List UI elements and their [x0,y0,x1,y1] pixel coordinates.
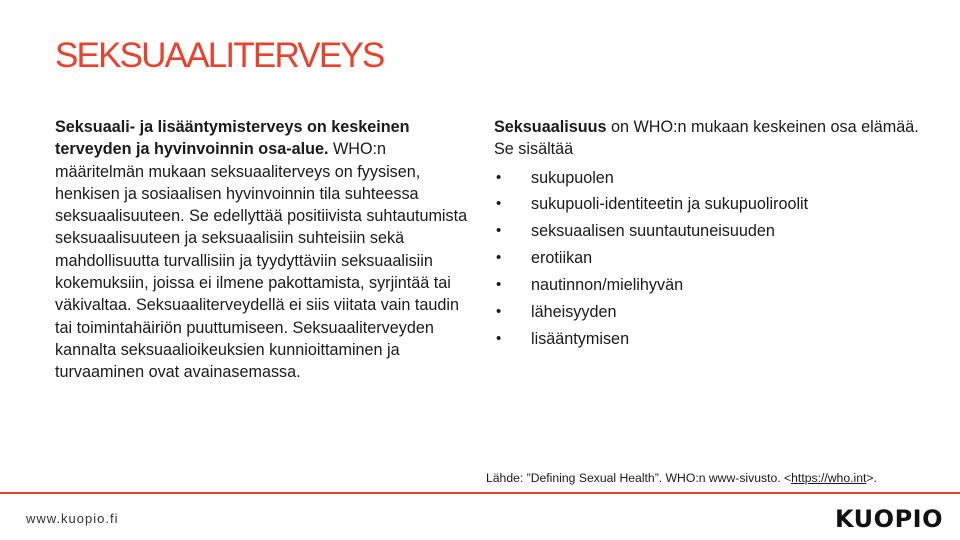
page-title: SEKSUAALITERVEYS [55,36,384,75]
bullet-item: • seksuaalisen suuntautuneisuuden [494,218,934,245]
bullet-item: • läheisyyden [494,299,934,326]
source-citation [486,471,956,485]
footer-url: www.kuopio.fi [26,511,119,526]
left-lead-bold: Seksuaali- ja lisääntymisterveys on keskeinen terveyden ja hyvinvoinnin osa-alue. [55,118,410,159]
kuopio-logo: KUOPIO [835,505,943,533]
right-lead-bold: Seksuaalisuus [494,118,607,136]
source-suffix: >. [866,471,877,485]
left-column [55,116,475,384]
left-body-text: WHO:n määritelmän mukaan seksuaaliterveys on fyysisen, henkisen ja sosiaalisen hyvinvoinnin tila suhteessa seksuaalisuuteen. Se edellyttää positiivista suhtautumista seksuaalisuuteen ja seksuaalisiin suhteisiin sekä mahdollisuutta turvallisiin ja tyydyttäviin seksuaalisiin kokemuksiin, joissa ei ilmene pakottamista, syrjintää tai väkivaltaa. Seksuaaliterveydellä ei siis viitata vain taudin tai toimintahäiriön puuttumiseen. Seksuaaliterveyden kannalta seksuaalioikeuksien kunnioittaminen ja turvaaminen ovat avainasemassa. [55,140,468,382]
bullet-item: • sukupuolen [494,165,934,192]
right-intro [494,116,934,161]
bullet-item: • erotiikan [494,245,934,272]
source-link[interactable]: https://who.int [791,471,867,485]
bullet-list [494,165,934,353]
right-column [494,116,934,353]
left-paragraph [55,116,475,384]
bullet-item: • nautinnon/mielihyvän [494,272,934,299]
footer-divider [0,492,960,494]
source-prefix: Lähde: ”Defining Sexual Health”. WHO:n www-sivusto. < [486,471,792,485]
right-intro-text: on WHO:n mukaan keskeinen osa elämää. Se sisältää [494,118,919,159]
bullet-item: • lisääntymisen [494,326,934,353]
bullet-item: • sukupuoli-identiteetin ja sukupuoliroolit [494,191,934,218]
